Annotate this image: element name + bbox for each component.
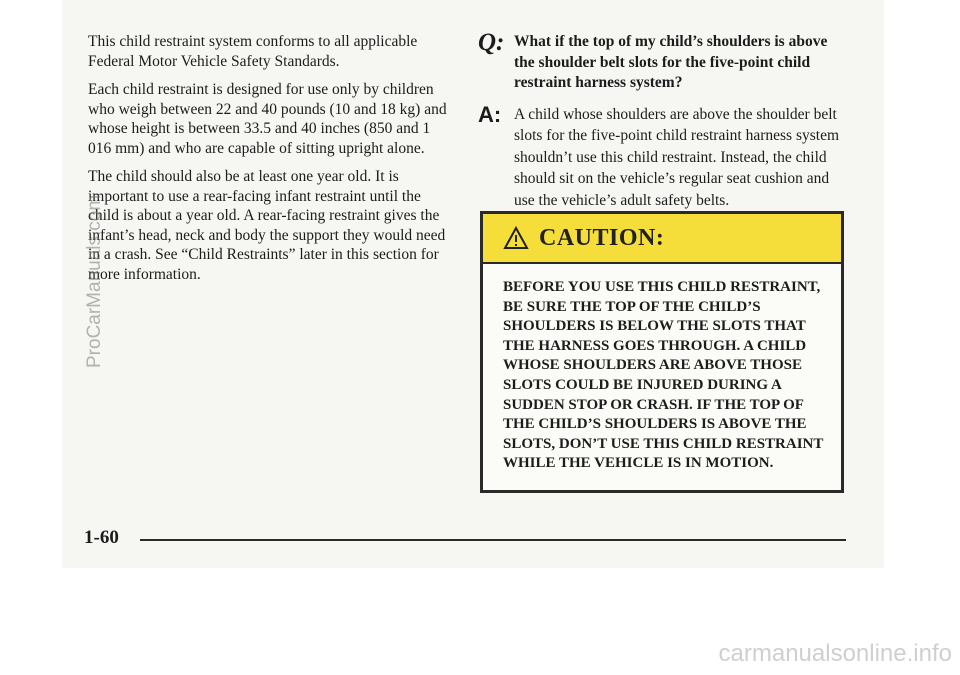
caution-header: [483, 214, 841, 264]
page-number: 1-60: [84, 527, 119, 548]
paragraph-standards: This child restraint system conforms to all applicable Federal Motor Vehicle Safety Standards.: [88, 33, 418, 70]
question-answer: [478, 29, 846, 211]
answer-row: [478, 101, 846, 212]
side-watermark: ProCarManuals.com: [84, 194, 105, 368]
question-row: [478, 29, 846, 94]
footer-rule: [140, 539, 846, 541]
caution-box: [480, 211, 844, 493]
bottom-watermark: carmanualsonline.info: [718, 640, 952, 667]
caution-title: CAUTION:: [539, 224, 665, 251]
question-text: What if the top of my child’s shoulders is above the shoulder belt slots for the five-point child restraint harness system?: [514, 33, 828, 91]
paragraph-weight-height: Each child restraint is designed for use only by children who weigh between 22 and 40 pounds (10 and 18 kg) and whose height is between 33.5 and 40 inches (850 and 1 016 mm) and who are capable of sitting upright alone.: [88, 81, 447, 157]
left-column: [88, 32, 450, 293]
answer-text: A child whose shoulders are above the shoulder belt slots for the five-point child restraint harness system shouldn’t use this child restraint. Instead, the child should sit on the vehicle’s regular seat cushion and use the vehicle’s adult safety belts.: [514, 105, 840, 209]
answer-marker: A:: [478, 101, 502, 127]
warning-triangle-icon: [503, 226, 529, 250]
paragraph-age: The child should also be at least one year old. It is important to use a rear-facing infant restraint until the child is about a year old. A rear-facing restraint gives the infant’s head, neck and body the support they would need in a crash. See “Child Restraints” later in this section for more information.: [88, 168, 446, 283]
caution-body: BEFORE YOU USE THIS CHILD RESTRAINT, BE SURE THE TOP OF THE CHILD’S SHOULDERS IS BELOW THE SLOTS THAT THE HARNESS GOES THROUGH. A CHILD WHOSE SHOULDERS ARE ABOVE THOSE SLOTS COULD BE INJURED DURING A SUDDEN STOP OR CRASH. IF THE TOP OF THE CHILD’S SHOULDERS IS ABOVE THE SLOTS, DON’T USE THIS CHILD RESTRAINT WHILE THE VEHICLE IS IN MOTION.: [503, 279, 824, 472]
question-marker: Q:: [478, 29, 505, 56]
